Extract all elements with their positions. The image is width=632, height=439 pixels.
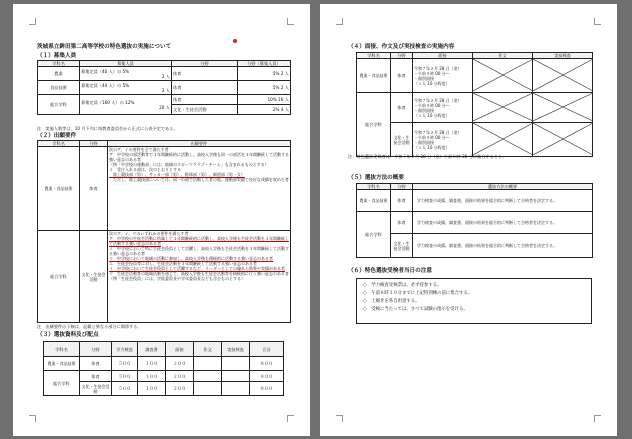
list-item: ○ 上履きを各自用意する。 — [363, 299, 420, 304]
field-quota-cell: 2% 4 人 — [238, 105, 291, 115]
document-page-right — [320, 4, 617, 436]
interview-time: ・午前９時 00 分～ — [414, 134, 450, 140]
score-cell — [222, 382, 250, 396]
requirement-line: イ 受け入れる部は、次のとおりとする — [109, 167, 181, 172]
field-cell: 文化・生徒会活動 — [172, 105, 238, 115]
quota-cell — [80, 81, 172, 95]
method-cell: 学力検査の成績、調査書、面接の結果を総合的に判断して合格者を決定する。 — [413, 190, 593, 212]
score-cell: ２００ — [166, 371, 194, 382]
field-cell: 体育 — [391, 212, 413, 234]
section-heading: （１）募集人員 — [37, 53, 77, 59]
method-cell: 学力検査の成績、調査書、面接の結果を総合的に判断して合格者を決定する。 — [413, 234, 593, 258]
table-row — [44, 371, 284, 382]
column-header: 分野 — [391, 184, 413, 190]
note-text: 注 出願要件の下線は、記載と異なる部分に関係する。 — [37, 324, 142, 329]
column-header: 面接 — [413, 53, 473, 59]
note-text: 注 特色選抜受検者は、令和７年２月 28 日（金）午前８時 30 分に集合すること。 — [348, 154, 507, 159]
score-cell: ２００ — [166, 357, 194, 371]
interview-time: ・午前９時 00 分～ — [414, 102, 450, 108]
dept-cell: 総合学科 — [357, 93, 391, 157]
column-header: 学科名 — [38, 61, 80, 67]
column-header: 学科名 — [357, 53, 391, 59]
table-row — [38, 67, 291, 81]
requirement-line: ウ 中学校において地域の活動に参加し、高校入学後も積極的に活動する強い意志のある者 — [109, 256, 273, 261]
interview-type: ・個別面接 — [414, 75, 434, 81]
notice-text: 上履きを各自用意する。 — [371, 299, 420, 304]
red-marker-dot — [233, 39, 237, 43]
dept-cell: 食品技術 — [38, 81, 80, 95]
column-header: 作文 — [194, 342, 222, 357]
field-cell: 体育 — [391, 59, 413, 93]
table-row — [44, 382, 284, 396]
field-cell: 体育 — [172, 81, 238, 95]
requirements-cell — [108, 147, 291, 231]
column-header: 学科名 — [38, 141, 80, 147]
total-cell: ８００ — [250, 371, 284, 382]
exam-content-table — [356, 52, 593, 157]
interview-duration: （１人 10 分程度） — [414, 80, 450, 86]
score-cell — [194, 371, 222, 382]
quota-count: 2 人 — [161, 73, 170, 79]
dept-cell: 総合学科 — [38, 231, 80, 323]
requirement-line: 次のア、イ、ウのいずれかの要件を満たす者 — [109, 231, 189, 236]
crop-mark — [29, 18, 36, 25]
document-title: 茨城県立鉾田第二高等学校の特色選抜の実施について — [37, 44, 172, 50]
method-cell: 学力検査の成績、調査書、面接の結果を総合的に判断して合格者を決定する。 — [413, 212, 593, 234]
list-item: ○ 午前８時３０分までに上記特別棟の前に集合する。 — [363, 291, 473, 296]
dept-cell: 農業・食品技術 — [38, 147, 80, 231]
table-row — [357, 93, 593, 123]
crop-mark — [336, 415, 343, 422]
quota-text: 募集定員（40 人）の 5% — [81, 82, 130, 88]
field-cell: 文化・生徒会活動 — [81, 383, 110, 394]
document-page-left — [13, 4, 310, 436]
table-row — [357, 190, 593, 212]
notice-text: 午前８時３０分までに上記特別棟の前に集合する。 — [371, 291, 473, 296]
column-header: 学科名 — [357, 184, 391, 190]
quota-cell — [80, 95, 172, 115]
column-header: 調査書 — [138, 342, 166, 357]
score-cell: １００ — [138, 371, 166, 382]
score-cell — [194, 357, 222, 371]
total-cell: ８００ — [250, 357, 284, 371]
column-header: 学力検査 — [112, 342, 138, 357]
interview-date: 令和７年２月 28 日（金） — [414, 129, 462, 135]
dept-cell: 総合学科 — [357, 212, 391, 258]
requirement-line: エ 生徒会役員等に対し、生徒会活動を３年間継続して活動する強い意志のある者 — [109, 261, 257, 266]
not-applicable-cell — [473, 123, 533, 157]
column-header: 実技検査 — [533, 53, 593, 59]
notice-text: 学力検査受検票は、必ず持参する。 — [371, 283, 442, 288]
section-heading: （６）特色選抜受検者当日の注意 — [348, 268, 432, 274]
interview-date: 令和７年２月 28 日（金） — [414, 97, 462, 103]
crop-mark — [336, 18, 343, 25]
interview-type: ・個別面接 — [414, 139, 434, 145]
field-cell: 体育 — [80, 371, 112, 382]
dept-cell: 農業・食品技術 — [44, 357, 80, 371]
score-cell: ５００ — [112, 357, 138, 371]
column-header: 募集人員 — [80, 61, 172, 67]
interview-time: ・午前９時 00 分～ — [414, 70, 450, 76]
column-header: 学科名 — [44, 342, 80, 357]
requirement-line: ウ 生徒会活動等の地域活動を通じて、高校入学後も生徒会活動等を積極的に行う強い意志のある者 — [109, 271, 289, 276]
table-row — [38, 95, 291, 105]
quota-table — [37, 60, 291, 115]
table-row — [357, 123, 593, 157]
interview-type: ・個別面接 — [414, 107, 434, 113]
column-header: 作文 — [473, 53, 533, 59]
column-header: 出願要件 — [108, 141, 291, 147]
dept-cell: 農業・食品技術 — [357, 190, 391, 212]
dept-cell: 総合学科 — [38, 95, 80, 115]
section-heading: （４）面接、作文及び実技検査の実施内容 — [348, 44, 455, 50]
cross-out-mark — [533, 59, 593, 91]
field-quota-cell: 5% 2 人 — [238, 67, 291, 81]
crop-mark — [287, 415, 294, 422]
crop-mark — [594, 18, 601, 25]
field-cell: 文化・生徒会活動 — [391, 234, 413, 258]
score-cell: ５００ — [112, 382, 138, 396]
quota-count: 2 人 — [161, 87, 170, 93]
cross-out-mark — [473, 93, 533, 121]
requirement-line: イ 中学校において生徒会役員として活躍するなど、リーダーとしての優れた資質や実績がある者 — [109, 266, 285, 271]
table-row — [357, 59, 593, 93]
notice-box — [356, 278, 592, 324]
score-cell: ２００ — [166, 382, 194, 396]
requirement-line: ア 中学校の生徒会活動に所属して３年間継続的に活動し、高校入学後も生徒会活動を３年間継続して活動する強い意志のある者 — [109, 236, 289, 246]
score-cell — [194, 382, 222, 396]
note-text: 注 実施人数等は、10 月下旬に県教育委員会から正式に公表予定である。 — [37, 126, 178, 131]
column-header: 分野（募集人員） — [238, 61, 291, 67]
interview-date: 令和７年２月 28 日（金） — [414, 65, 462, 71]
cross-out-mark — [533, 123, 593, 155]
field-quota-cell: 10% 16 人 — [238, 95, 291, 105]
requirement-line: ア 中学校の部活動等で３年間継続的に活動し、高校入学後も同一の部活を３年間継続して活動する強い意志のある者 — [109, 152, 289, 162]
cross-out-mark — [473, 123, 533, 155]
interview-cell — [413, 123, 473, 157]
interview-duration: （１人 10 分程度） — [414, 144, 450, 150]
table-row — [357, 234, 593, 258]
column-header: 実技検査 — [222, 342, 250, 357]
not-applicable-cell — [533, 123, 593, 157]
field-cell: 体育 — [80, 357, 112, 371]
selection-method-table — [356, 183, 593, 258]
field-cell: 体育 — [391, 190, 413, 212]
scoring-table — [43, 341, 284, 396]
column-header: 分野 — [172, 61, 238, 67]
field-cell: 体育 — [172, 95, 238, 105]
table-row — [38, 231, 291, 323]
not-applicable-cell — [533, 93, 593, 123]
table-header-row — [44, 342, 284, 357]
field-cell: 体育 — [80, 147, 108, 231]
requirements-cell — [108, 231, 291, 323]
quota-text: 募集定員（160 人）の 12% — [81, 99, 135, 105]
section-heading: （３）選抜資料及び配点 — [37, 332, 99, 338]
table-row — [44, 357, 284, 371]
requirement-line: イ 中学校において特に生徒会役員として活躍し、高校入学後も生徒会活動を３年間継続して活動する強い意志のある者 — [109, 246, 289, 256]
requirement-line: （例「中学校の運動部」には、地域のスポーツクラブ・チーム」も含まれるものとする） — [109, 162, 269, 167]
interview-duration: （１人 10 分程度） — [414, 112, 450, 118]
field-cell: 体育 — [391, 93, 413, 123]
requirement-line: （例「生徒会役員」には、学級委員長や学年委員長なども含むものとする） — [109, 276, 245, 281]
dept-cell: 農業・食品技術 — [357, 59, 391, 93]
not-applicable-cell — [533, 59, 593, 93]
field-cell: 文化・生徒会活動 — [391, 123, 413, 157]
score-cell — [222, 371, 250, 382]
score-cell — [222, 357, 250, 371]
dept-cell: 農業 — [38, 67, 80, 81]
column-header: 分野 — [80, 342, 112, 357]
score-cell: １００ — [138, 382, 166, 396]
interview-cell — [413, 93, 473, 123]
field-cell: 体育 — [172, 67, 238, 81]
crop-mark — [287, 18, 294, 25]
field-cell: 文化・生徒会活動 — [80, 231, 108, 323]
requirements-table — [37, 140, 291, 323]
not-applicable-cell — [473, 93, 533, 123]
total-cell: ８００ — [250, 382, 284, 396]
table-row — [357, 212, 593, 234]
section-heading: （５）選抜方法の概要 — [348, 175, 404, 181]
crop-mark — [29, 415, 36, 422]
interview-cell — [413, 59, 473, 93]
column-header: 合計 — [250, 342, 284, 357]
column-header: 分野 — [80, 141, 108, 147]
requirement-line: ただし、陸上競技部については、同一の部で活動した者の他、運動部実績で良好な成績を収めた者 — [109, 177, 289, 182]
quota-text: 募集定員（40 人）の 5% — [81, 68, 130, 74]
quota-count: 20 人 — [159, 104, 170, 110]
column-header: 選抜方法の概要 — [413, 184, 593, 190]
score-cell: ５００ — [112, 371, 138, 382]
notice-text: 受検に当たっては、すべて試験の指示を受ける。 — [371, 307, 468, 312]
section-heading: （２）出願要件 — [37, 133, 77, 139]
cross-out-mark — [533, 93, 593, 121]
score-cell: １００ — [138, 357, 166, 371]
list-item: ○ 受検に当たっては、すべて試験の指示を受ける。 — [363, 307, 468, 312]
requirement-line: 陸上競技部（男）、サッカー部（男）、野球部（男）、剣道部（男・女） — [109, 172, 245, 177]
crop-mark — [594, 415, 601, 422]
column-header: 分野 — [391, 53, 413, 59]
not-applicable-cell — [473, 59, 533, 93]
column-header: 面接 — [166, 342, 194, 357]
dept-cell: 総合学科 — [44, 371, 80, 396]
list-item: ○ 学力検査受検票は、必ず持参する。 — [363, 283, 442, 288]
requirement-line: 次のア、イの要件を全て満たす者 — [109, 147, 169, 152]
cross-out-mark — [473, 59, 533, 91]
table-row — [38, 147, 291, 231]
quota-cell — [80, 67, 172, 81]
table-row — [38, 81, 291, 95]
field-quota-cell: 5% 2 人 — [238, 81, 291, 95]
